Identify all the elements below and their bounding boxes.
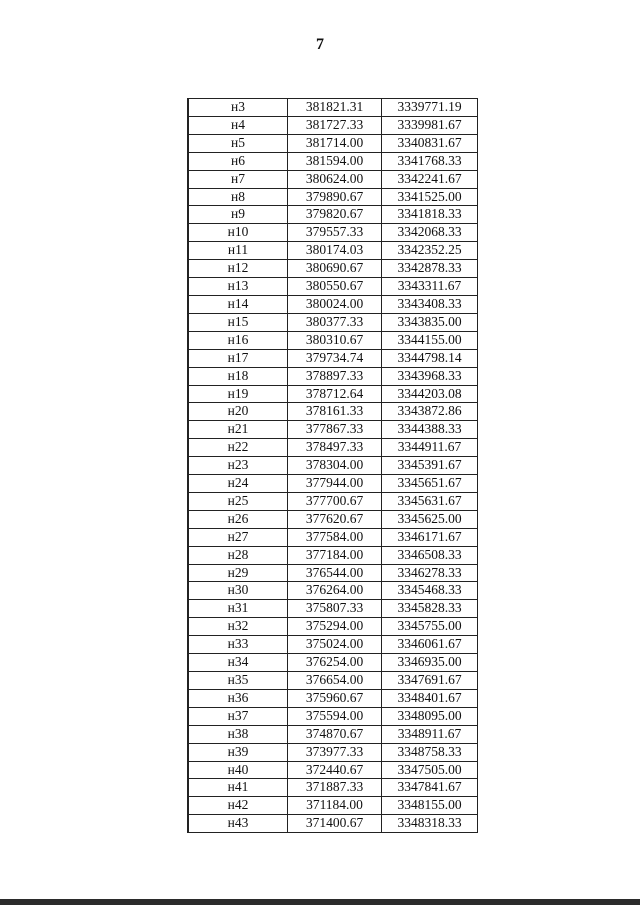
- point-name-cell: н31: [188, 600, 288, 618]
- table-row: [188, 457, 478, 475]
- x-coordinate-cell: 380690.67: [288, 260, 382, 278]
- table-row: [188, 528, 478, 546]
- point-name-cell: н26: [188, 510, 288, 528]
- point-name-cell: н24: [188, 475, 288, 493]
- table-row: [188, 707, 478, 725]
- y-coordinate-cell: 3344798.14: [382, 349, 478, 367]
- y-coordinate-cell: 3341525.00: [382, 188, 478, 206]
- point-name-cell: н17: [188, 349, 288, 367]
- point-name-cell: н10: [188, 224, 288, 242]
- table-row: [188, 672, 478, 690]
- point-name-cell: н36: [188, 689, 288, 707]
- point-name-cell: н39: [188, 743, 288, 761]
- table-row: [188, 510, 478, 528]
- table-row: [188, 546, 478, 564]
- y-coordinate-cell: 3344911.67: [382, 439, 478, 457]
- table-row: [188, 224, 478, 242]
- table-row: [188, 600, 478, 618]
- x-coordinate-cell: 371184.00: [288, 797, 382, 815]
- point-name-cell: н25: [188, 492, 288, 510]
- x-coordinate-cell: 377184.00: [288, 546, 382, 564]
- x-coordinate-cell: 375024.00: [288, 636, 382, 654]
- point-name-cell: н33: [188, 636, 288, 654]
- table-row: [188, 475, 478, 493]
- table-row: [188, 743, 478, 761]
- point-name-cell: н27: [188, 528, 288, 546]
- point-name-cell: н19: [188, 385, 288, 403]
- y-coordinate-cell: 3348095.00: [382, 707, 478, 725]
- y-coordinate-cell: 3343968.33: [382, 367, 478, 385]
- y-coordinate-cell: 3345631.67: [382, 492, 478, 510]
- point-name-cell: н28: [188, 546, 288, 564]
- y-coordinate-cell: 3346278.33: [382, 564, 478, 582]
- y-coordinate-cell: 3343311.67: [382, 278, 478, 296]
- table-row: [188, 331, 478, 349]
- x-coordinate-cell: 379557.33: [288, 224, 382, 242]
- y-coordinate-cell: 3344203.08: [382, 385, 478, 403]
- x-coordinate-cell: 375807.33: [288, 600, 382, 618]
- point-name-cell: н7: [188, 170, 288, 188]
- y-coordinate-cell: 3347505.00: [382, 761, 478, 779]
- y-coordinate-cell: 3348318.33: [382, 815, 478, 833]
- table-row: [188, 564, 478, 582]
- point-name-cell: н29: [188, 564, 288, 582]
- table-row: [188, 492, 478, 510]
- table-row: [188, 349, 478, 367]
- y-coordinate-cell: 3346171.67: [382, 528, 478, 546]
- point-name-cell: н3: [188, 99, 288, 117]
- point-name-cell: н32: [188, 618, 288, 636]
- x-coordinate-cell: 377584.00: [288, 528, 382, 546]
- table-row: [188, 206, 478, 224]
- x-coordinate-cell: 380377.33: [288, 313, 382, 331]
- point-name-cell: н11: [188, 242, 288, 260]
- x-coordinate-cell: 379734.74: [288, 349, 382, 367]
- y-coordinate-cell: 3343835.00: [382, 313, 478, 331]
- y-coordinate-cell: 3344155.00: [382, 331, 478, 349]
- x-coordinate-cell: 374870.67: [288, 725, 382, 743]
- table-row: [188, 295, 478, 313]
- point-name-cell: н22: [188, 439, 288, 457]
- x-coordinate-cell: 381821.31: [288, 99, 382, 117]
- y-coordinate-cell: 3341818.33: [382, 206, 478, 224]
- table-row: [188, 367, 478, 385]
- y-coordinate-cell: 3346508.33: [382, 546, 478, 564]
- point-name-cell: н41: [188, 779, 288, 797]
- x-coordinate-cell: 373977.33: [288, 743, 382, 761]
- table-row: [188, 403, 478, 421]
- y-coordinate-cell: 3339771.19: [382, 99, 478, 117]
- y-coordinate-cell: 3342241.67: [382, 170, 478, 188]
- point-name-cell: н34: [188, 654, 288, 672]
- y-coordinate-cell: 3339981.67: [382, 116, 478, 134]
- point-name-cell: н21: [188, 421, 288, 439]
- x-coordinate-cell: 377867.33: [288, 421, 382, 439]
- table-row: [188, 636, 478, 654]
- table-row: [188, 278, 478, 296]
- page-number: 7: [316, 36, 324, 53]
- x-coordinate-cell: 371887.33: [288, 779, 382, 797]
- coordinates-table: [187, 98, 478, 833]
- x-coordinate-cell: 380024.00: [288, 295, 382, 313]
- table-row: [188, 152, 478, 170]
- table-row: [188, 439, 478, 457]
- x-coordinate-cell: 378712.64: [288, 385, 382, 403]
- x-coordinate-cell: 380550.67: [288, 278, 382, 296]
- y-coordinate-cell: 3348758.33: [382, 743, 478, 761]
- x-coordinate-cell: 375294.00: [288, 618, 382, 636]
- table-row: [188, 242, 478, 260]
- table-row: [188, 134, 478, 152]
- x-coordinate-cell: 380310.67: [288, 331, 382, 349]
- x-coordinate-cell: 376544.00: [288, 564, 382, 582]
- table-row: [188, 313, 478, 331]
- y-coordinate-cell: 3347691.67: [382, 672, 478, 690]
- point-name-cell: н4: [188, 116, 288, 134]
- x-coordinate-cell: 375960.67: [288, 689, 382, 707]
- scan-edge-bar: [0, 899, 640, 905]
- x-coordinate-cell: 371400.67: [288, 815, 382, 833]
- y-coordinate-cell: 3345625.00: [382, 510, 478, 528]
- x-coordinate-cell: 376654.00: [288, 672, 382, 690]
- y-coordinate-cell: 3345755.00: [382, 618, 478, 636]
- x-coordinate-cell: 378304.00: [288, 457, 382, 475]
- y-coordinate-cell: 3346935.00: [382, 654, 478, 672]
- point-name-cell: н18: [188, 367, 288, 385]
- x-coordinate-cell: 381594.00: [288, 152, 382, 170]
- x-coordinate-cell: 381727.33: [288, 116, 382, 134]
- table-row: [188, 815, 478, 833]
- y-coordinate-cell: 3344388.33: [382, 421, 478, 439]
- table-row: [188, 779, 478, 797]
- y-coordinate-cell: 3345468.33: [382, 582, 478, 600]
- x-coordinate-cell: 377944.00: [288, 475, 382, 493]
- point-name-cell: н14: [188, 295, 288, 313]
- y-coordinate-cell: 3340831.67: [382, 134, 478, 152]
- point-name-cell: н9: [188, 206, 288, 224]
- point-name-cell: н15: [188, 313, 288, 331]
- point-name-cell: н30: [188, 582, 288, 600]
- coordinates-table-body: [188, 99, 478, 833]
- table-row: [188, 421, 478, 439]
- point-name-cell: н23: [188, 457, 288, 475]
- x-coordinate-cell: 378161.33: [288, 403, 382, 421]
- y-coordinate-cell: 3342068.33: [382, 224, 478, 242]
- table-row: [188, 618, 478, 636]
- y-coordinate-cell: 3342352.25: [382, 242, 478, 260]
- table-row: [188, 260, 478, 278]
- y-coordinate-cell: 3346061.67: [382, 636, 478, 654]
- table-row: [188, 116, 478, 134]
- table-row: [188, 385, 478, 403]
- x-coordinate-cell: 380174.03: [288, 242, 382, 260]
- y-coordinate-cell: 3343408.33: [382, 295, 478, 313]
- x-coordinate-cell: 376254.00: [288, 654, 382, 672]
- x-coordinate-cell: 379820.67: [288, 206, 382, 224]
- point-name-cell: н20: [188, 403, 288, 421]
- x-coordinate-cell: 372440.67: [288, 761, 382, 779]
- y-coordinate-cell: 3347841.67: [382, 779, 478, 797]
- y-coordinate-cell: 3348401.67: [382, 689, 478, 707]
- y-coordinate-cell: 3345391.67: [382, 457, 478, 475]
- table-row: [188, 797, 478, 815]
- x-coordinate-cell: 381714.00: [288, 134, 382, 152]
- point-name-cell: н16: [188, 331, 288, 349]
- point-name-cell: н6: [188, 152, 288, 170]
- table-row: [188, 99, 478, 117]
- table-row: [188, 170, 478, 188]
- point-name-cell: н42: [188, 797, 288, 815]
- y-coordinate-cell: 3345651.67: [382, 475, 478, 493]
- x-coordinate-cell: 377700.67: [288, 492, 382, 510]
- y-coordinate-cell: 3348155.00: [382, 797, 478, 815]
- y-coordinate-cell: 3342878.33: [382, 260, 478, 278]
- y-coordinate-cell: 3348911.67: [382, 725, 478, 743]
- table-row: [188, 654, 478, 672]
- table-row: [188, 188, 478, 206]
- point-name-cell: н38: [188, 725, 288, 743]
- point-name-cell: н13: [188, 278, 288, 296]
- point-name-cell: н40: [188, 761, 288, 779]
- point-name-cell: н5: [188, 134, 288, 152]
- y-coordinate-cell: 3341768.33: [382, 152, 478, 170]
- x-coordinate-cell: 378497.33: [288, 439, 382, 457]
- x-coordinate-cell: 377620.67: [288, 510, 382, 528]
- table-row: [188, 582, 478, 600]
- point-name-cell: н12: [188, 260, 288, 278]
- y-coordinate-cell: 3345828.33: [382, 600, 478, 618]
- x-coordinate-cell: 375594.00: [288, 707, 382, 725]
- x-coordinate-cell: 379890.67: [288, 188, 382, 206]
- table-row: [188, 725, 478, 743]
- x-coordinate-cell: 378897.33: [288, 367, 382, 385]
- table-row: [188, 689, 478, 707]
- y-coordinate-cell: 3343872.86: [382, 403, 478, 421]
- x-coordinate-cell: 376264.00: [288, 582, 382, 600]
- point-name-cell: н35: [188, 672, 288, 690]
- point-name-cell: н43: [188, 815, 288, 833]
- table-row: [188, 761, 478, 779]
- point-name-cell: н37: [188, 707, 288, 725]
- point-name-cell: н8: [188, 188, 288, 206]
- x-coordinate-cell: 380624.00: [288, 170, 382, 188]
